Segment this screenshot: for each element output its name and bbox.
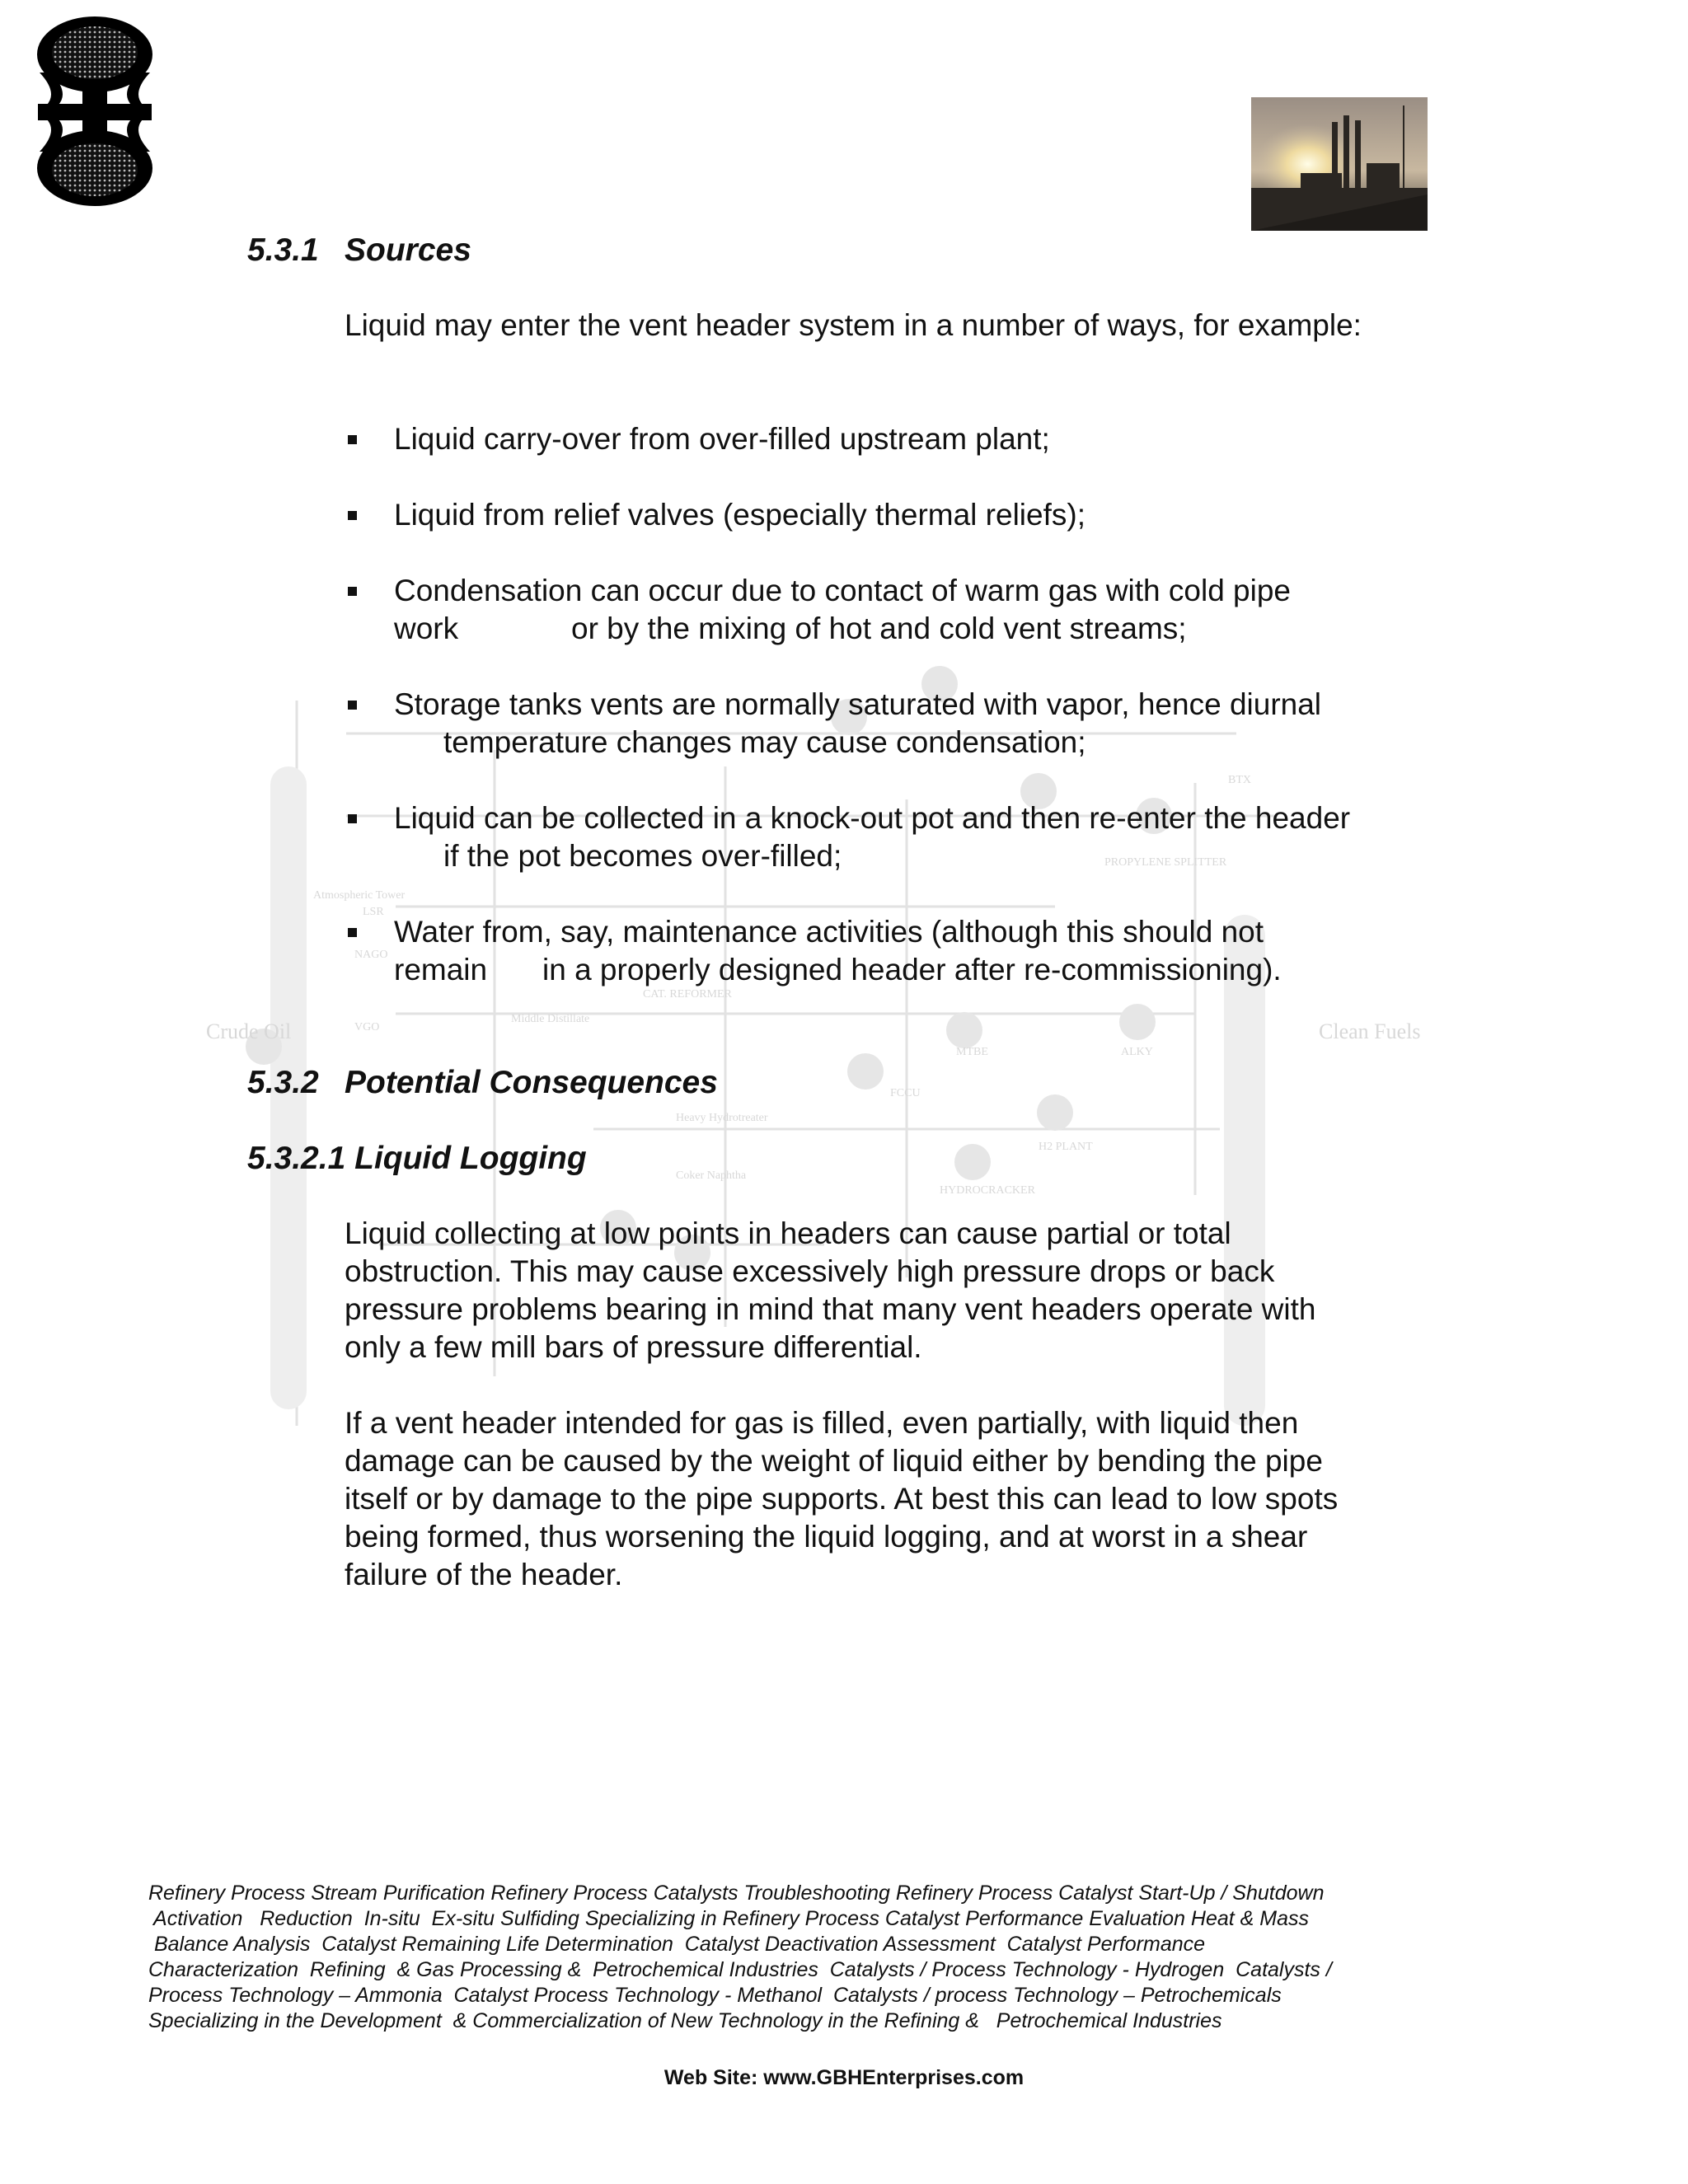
section-number: 5.3.2 xyxy=(247,1065,319,1100)
section-heading-5-3-2 xyxy=(247,1065,718,1101)
intro-paragraph: Liquid may enter the vent header system in a number of ways, for example: xyxy=(345,308,1362,342)
diagram-label: CAT. REFORMER xyxy=(643,988,732,1001)
paragraph-line: itself or by damage to the pipe supports. At best this can lead to low spots xyxy=(345,1482,1339,1516)
crude-oil-label: Crude Oil xyxy=(206,1019,292,1043)
liquid-logging-paragraph-2 xyxy=(345,1404,1465,1594)
section-number: 5.3.2.1 xyxy=(247,1141,346,1176)
section-title: Liquid Logging xyxy=(354,1141,587,1176)
list-item xyxy=(345,913,1441,989)
paragraph-line: pressure problems bearing in mind that many vent headers operate with xyxy=(345,1292,1316,1326)
footer-services-text xyxy=(148,1881,1434,2034)
paragraph-line: only a few mill bars of pressure differential. xyxy=(345,1330,922,1364)
footer-line: Characterization Refining & Gas Processing & Petrochemical Industries Catalysts / Process Technology - Hydrogen Catalysts / xyxy=(148,1958,1332,1981)
list-item-text: or by the mixing of hot and cold vent streams; xyxy=(571,612,1187,645)
sources-list xyxy=(345,420,1441,989)
footer-line: Refinery Process Stream Purification Refinery Process Catalysts Troubleshooting Refinery Process Catalyst Start-Up / Shutdown xyxy=(148,1882,1325,1905)
paragraph-line: Liquid collecting at low points in headers can cause partial or total xyxy=(345,1216,1231,1250)
bullet-icon xyxy=(345,913,394,989)
bullet-icon xyxy=(345,496,394,534)
list-item xyxy=(345,799,1441,875)
list-item-text: Liquid carry-over from over-filled upstream plant; xyxy=(394,422,1050,456)
list-item-text: if the pot becomes over-filled; xyxy=(443,839,842,873)
footer-line: Balance Analysis Catalyst Remaining Life Determination Catalyst Deactivation Assessment Catalyst Performance xyxy=(148,1933,1206,1956)
diagram-label: Middle Distillate xyxy=(511,1013,590,1025)
refinery-photo xyxy=(1251,97,1428,231)
list-item-text: remain xyxy=(394,953,488,987)
gbh-logo-icon xyxy=(33,15,157,206)
website-link[interactable]: Web Site: www.GBHEnterprises.com xyxy=(663,2066,1025,2089)
list-item-text: temperature changes may cause condensation; xyxy=(443,725,1086,759)
list-item-text: work xyxy=(394,612,459,645)
list-item-text: Storage tanks vents are normally saturated with vapor, hence diurnal xyxy=(394,687,1322,721)
footer-line: Activation Reduction In-situ Ex-situ Sulfiding Specializing in Refinery Process Catalyst Performance Evaluation Heat & Mass xyxy=(148,1907,1310,1930)
section-title: Sources xyxy=(345,232,471,268)
diagram-label: Coker Naphtha xyxy=(676,1169,747,1182)
section-heading-5-3-1 xyxy=(247,232,471,269)
diagram-label: FCCU xyxy=(890,1087,921,1099)
paragraph-line: failure of the header. xyxy=(345,1558,623,1591)
list-item-text: Condensation can occur due to contact of warm gas with cold pipe xyxy=(394,574,1292,607)
liquid-logging-paragraph-1 xyxy=(345,1215,1465,1366)
list-item-text: Liquid from relief valves (especially thermal reliefs); xyxy=(394,498,1085,532)
section-number: 5.3.1 xyxy=(247,232,319,268)
paragraph-line: obstruction. This may cause excessively high pressure drops or back xyxy=(345,1254,1275,1288)
bullet-icon xyxy=(345,420,394,458)
clean-fuels-label: Clean Fuels xyxy=(1319,1019,1421,1043)
paragraph-line: damage can be caused by the weight of liquid either by bending the pipe xyxy=(345,1444,1323,1478)
paragraph-line: If a vent header intended for gas is filled, even partially, with liquid then xyxy=(345,1406,1299,1440)
list-item xyxy=(345,420,1441,458)
footer-line: Process Technology – Ammonia Catalyst Process Technology - Methanol Catalysts / process Technology – Petrochemicals xyxy=(148,1984,1282,2007)
bullet-icon xyxy=(345,572,394,648)
diagram-label: HYDROCRACKER xyxy=(940,1184,1035,1197)
bullet-icon xyxy=(345,799,394,875)
diagram-label: ALKY xyxy=(1121,1046,1153,1058)
diagram-label: VGO xyxy=(354,1021,380,1033)
diagram-label: Atmospheric Tower xyxy=(313,889,406,902)
section-title: Potential Consequences xyxy=(345,1065,718,1100)
diagram-label: NAGO xyxy=(354,949,388,961)
section-heading-5-3-2-1 xyxy=(247,1141,587,1177)
diagram-label: H2 PLANT xyxy=(1039,1141,1093,1153)
list-item-text: Liquid can be collected in a knock-out pot and then re-enter the header xyxy=(394,801,1351,835)
diagram-label: BTX xyxy=(1228,774,1251,786)
list-item xyxy=(345,496,1441,534)
list-item xyxy=(345,572,1441,648)
list-item xyxy=(345,686,1441,762)
diagram-label: Heavy Hydrotreater xyxy=(676,1112,768,1124)
list-item-text: in a properly designed header after re-commissioning). xyxy=(542,953,1282,987)
paragraph-line: being formed, thus worsening the liquid logging, and at worst in a shear xyxy=(345,1520,1308,1554)
bullet-icon xyxy=(345,686,394,762)
footer-line: Specializing in the Development & Commercialization of New Technology in the Refining & Petrochemical Industries xyxy=(148,2009,1222,2032)
list-item-text: Water from, say, maintenance activities (although this should not xyxy=(394,915,1264,949)
diagram-label: PROPYLENE SPLITTER xyxy=(1104,856,1227,869)
diagram-label: LSR xyxy=(363,906,384,918)
diagram-label: MTBE xyxy=(956,1046,988,1058)
